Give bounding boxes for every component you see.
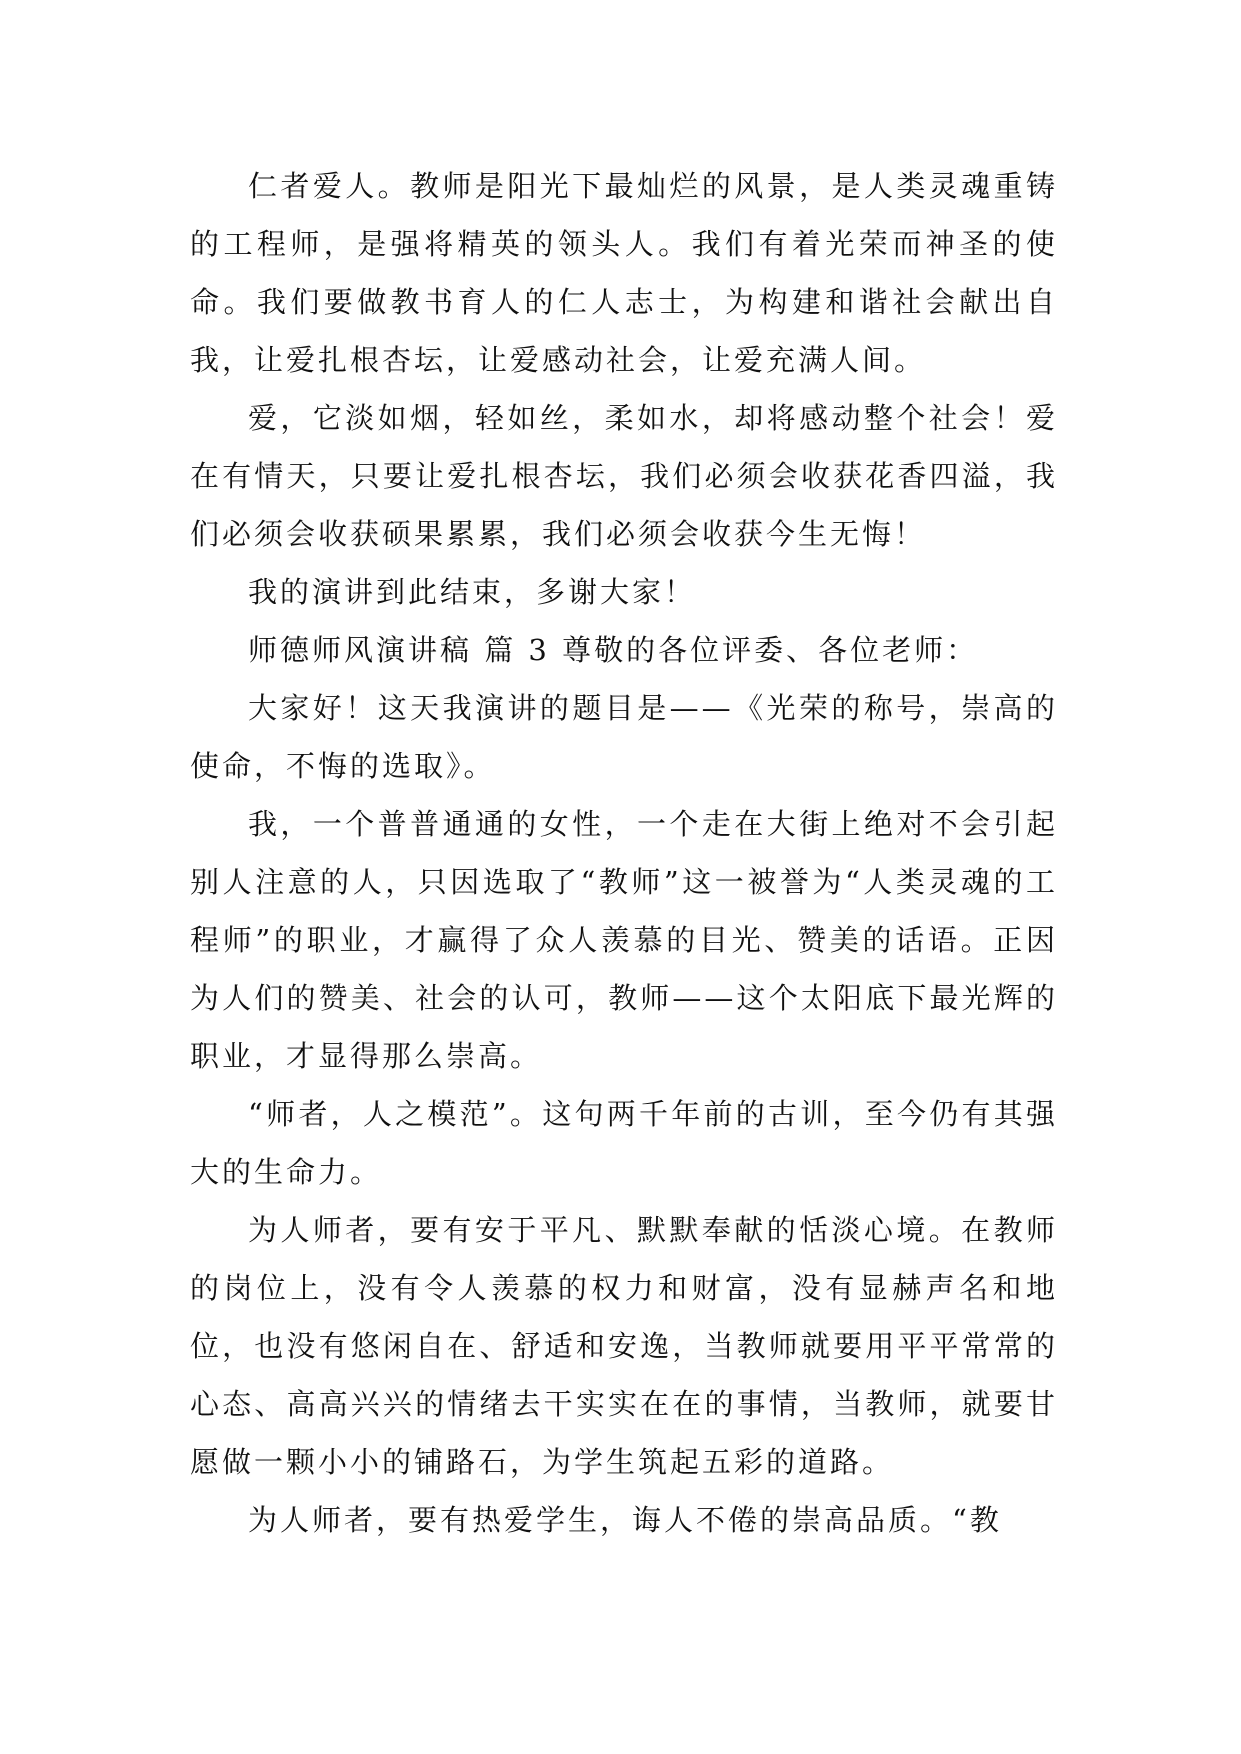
section-heading: 师德师风演讲稿 篇 3 尊敬的各位评委、各位老师：: [248, 633, 979, 667]
paragraph: 为人师者，要有安于平凡、默默奉献的恬淡心境。在教师的岗位上，没有令人羡慕的权力和财富，没有显赫声名和地位，也没有悠闲自在、舒适和安逸，当教师就要用平平常常的心态、高高兴兴的情绪去干实实在在的事情，当教师，就要甘愿做一颗小小的铺路石，为学生筑起五彩的道路。: [190, 1213, 1058, 1479]
paragraph: “师者，人之模范”。这句两千年前的古训，至今仍有其强大的生命力。: [190, 1097, 1058, 1189]
paragraph: 仁者爱人。教师是阳光下最灿烂的风景，是人类灵魂重铸的工程师，是强将精英的领头人。我们有着光荣而神圣的使命。我们要做教书育人的仁人志士，为构建和谐社会献出自我，让爱扎根杏坛，让爱感动社会，让爱充满人间。: [190, 169, 1058, 377]
document-body: [190, 157, 1058, 1549]
paragraph: 爱，它淡如烟，轻如丝，柔如水，却将感动整个社会！爱在有情天，只要让爱扎根杏坛，我们必须会收获花香四溢，我们必须会收获硕果累累，我们必须会收获今生无悔！: [190, 401, 1058, 551]
paragraph: 我的演讲到此结束，多谢大家！: [248, 575, 697, 609]
paragraph: 大家好！这天我演讲的题目是——《光荣的称号，崇高的使命，不悔的选取》。: [190, 691, 1058, 783]
paragraph: 我，一个普普通通的女性，一个走在大街上绝对不会引起别人注意的人，只因选取了“教师”这一被誉为“人类灵魂的工程师”的职业，才赢得了众人羡慕的目光、赞美的话语。正因为人们的赞美、社会的认可，教师——这个太阳底下最光辉的职业，才显得那么崇高。: [190, 807, 1058, 1073]
paragraph: 为人师者，要有热爱学生，诲人不倦的崇高品质。“教: [248, 1503, 1002, 1537]
